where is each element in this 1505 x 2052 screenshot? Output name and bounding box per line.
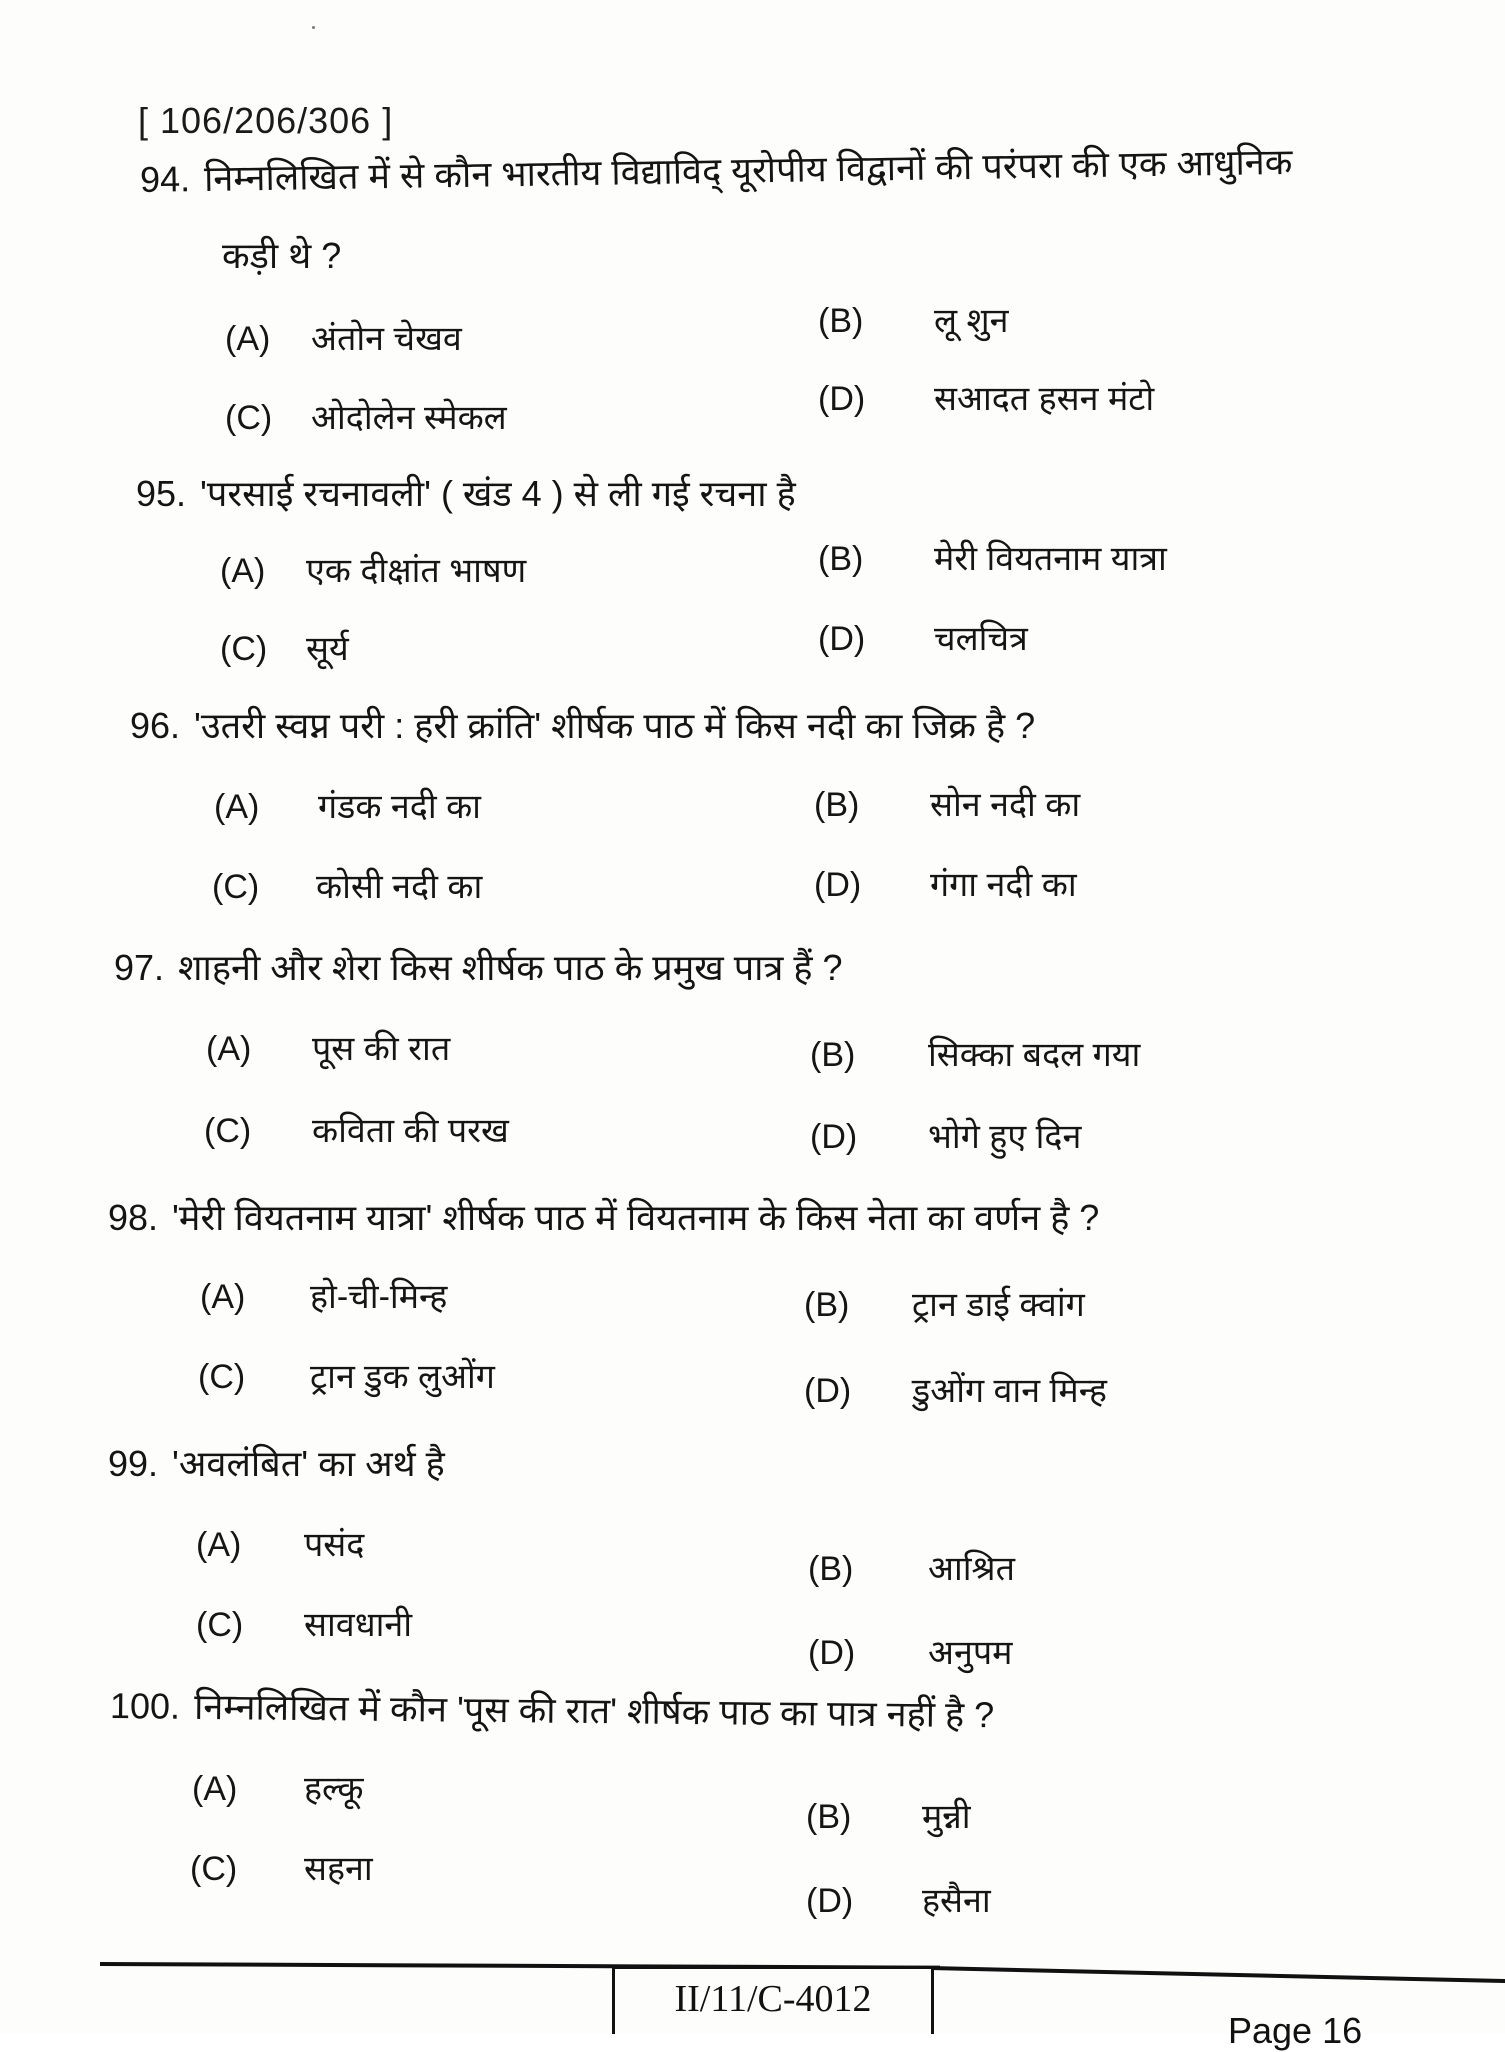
option-label: (A) [200, 1278, 246, 1316]
option-label: (A) [220, 552, 266, 590]
option-text: ओदोलेन स्मेकल [311, 399, 507, 437]
option-label: (B) [808, 1550, 854, 1588]
option-text: सूर्य [306, 630, 349, 668]
question-98-option-d [804, 1370, 1107, 1412]
question-100-option-c [190, 1848, 373, 1890]
question-94-option-a [225, 318, 462, 360]
option-label: (B) [810, 1036, 856, 1074]
question-100 [110, 1684, 995, 1737]
question-text: शाहनी और शेरा किस शीर्षक पाठ के प्रमुख पात्र हैं ? [178, 947, 843, 988]
question-94 [140, 140, 1293, 202]
option-text: कोसी नदी का [316, 868, 483, 906]
option-label: (C) [196, 1606, 244, 1644]
question-96-option-c [212, 866, 482, 908]
option-text: गंडक नदी का [318, 788, 481, 826]
option-text: ट्रान डाई क्वांग [912, 1286, 1085, 1324]
booklet-code-box: II/11/C-4012 [612, 1966, 934, 2034]
option-label: (D) [804, 1372, 852, 1410]
question-94-option-c [225, 397, 507, 439]
question-95-option-c [220, 628, 349, 670]
option-label: (C) [225, 399, 273, 437]
option-text: सआदत हसन मंटो [934, 380, 1155, 418]
question-97-option-d [810, 1116, 1081, 1158]
question-97-option-a [206, 1028, 450, 1070]
question-number: 98. [108, 1197, 159, 1238]
question-96-option-b [814, 784, 1080, 826]
footer-rule-right [930, 1966, 1505, 1983]
option-text: आश्रित [928, 1550, 1016, 1588]
option-label: (B) [804, 1286, 850, 1324]
question-100-option-a [192, 1768, 364, 1810]
option-text: हो-ची-मिन्ह [310, 1278, 448, 1316]
option-label: (B) [806, 1798, 852, 1836]
question-number: 99. [108, 1443, 159, 1484]
option-label: (C) [190, 1850, 238, 1888]
option-text: सावधानी [304, 1606, 413, 1644]
option-label: (D) [818, 380, 866, 418]
question-99 [108, 1442, 445, 1486]
question-text: 'परसाई रचनावली' ( खंड 4 ) से ली गई रचना है [200, 473, 796, 514]
question-97-option-b [810, 1034, 1140, 1076]
question-number: 97. [114, 947, 165, 988]
option-label: (D) [806, 1882, 854, 1920]
option-text: डुओंग वान मिन्ह [912, 1372, 1107, 1410]
option-text: अनुपम [928, 1634, 1013, 1672]
question-number: 96. [130, 705, 181, 746]
question-text: निम्नलिखित में कौन 'पूस की रात' शीर्षक पाठ का पात्र नहीं है ? [193, 1685, 995, 1736]
option-label: (D) [818, 620, 866, 658]
option-label: (D) [808, 1634, 856, 1672]
question-96-option-d [814, 864, 1077, 906]
option-text: सहना [304, 1850, 373, 1888]
option-text: मुन्नी [922, 1798, 971, 1836]
option-label: (A) [214, 788, 260, 826]
question-text: 'अवलंबित' का अर्थ है [172, 1443, 445, 1484]
question-text: 'उतरी स्वप्न परी : हरी क्रांति' शीर्षक पाठ में किस नदी का जिक्र है ? [194, 705, 1036, 746]
option-text: सिक्का बदल गया [928, 1036, 1141, 1074]
question-99-option-d [808, 1632, 1013, 1674]
question-100-option-b [806, 1796, 971, 1838]
option-label: (C) [220, 630, 268, 668]
question-98 [108, 1196, 1099, 1240]
scan-speck [312, 26, 315, 29]
option-text: सोन नदी का [930, 786, 1081, 824]
question-94-option-d [818, 378, 1154, 420]
question-text: निम्नलिखित में से कौन भारतीय विद्याविद् यूरोपीय विद्वानों की परंपरा की एक आधुनिक [203, 140, 1293, 199]
question-99-option-a [196, 1524, 364, 1566]
question-99-option-b [808, 1548, 1015, 1590]
option-label: (A) [225, 320, 271, 358]
option-text: अंतोन चेखव [311, 320, 462, 358]
option-text: भोगे हुए दिन [928, 1118, 1082, 1156]
option-text: कविता की परख [312, 1112, 509, 1150]
option-text: एक दीक्षांत भाषण [306, 552, 527, 590]
question-98-option-a [200, 1276, 447, 1318]
question-98-option-c [198, 1356, 495, 1398]
option-text: लू शुन [934, 302, 1009, 340]
question-97 [114, 946, 843, 990]
question-94-option-b [818, 300, 1009, 342]
question-95-option-a [220, 550, 526, 592]
question-100-option-d [806, 1880, 991, 1922]
option-label: (C) [198, 1358, 246, 1396]
option-label: (B) [814, 786, 860, 824]
question-number: 95. [136, 473, 187, 514]
page-number: Page 16 [1228, 2010, 1363, 2051]
option-text: हसैना [922, 1882, 991, 1920]
option-text: गंगा नदी का [930, 866, 1077, 904]
option-label: (C) [204, 1112, 252, 1150]
option-text: मेरी वियतनाम यात्रा [934, 540, 1167, 578]
question-95-option-d [818, 618, 1028, 660]
question-number: 94. [139, 158, 191, 200]
question-99-option-c [196, 1604, 412, 1646]
question-96-option-a [214, 786, 481, 828]
option-label: (A) [196, 1526, 242, 1564]
option-label: (D) [814, 866, 862, 904]
question-text: 'मेरी वियतनाम यात्रा' शीर्षक पाठ में वियतनाम के किस नेता का वर्णन है ? [172, 1197, 1100, 1238]
option-text: हल्कू [304, 1770, 364, 1808]
question-95 [136, 472, 796, 516]
option-text: चलचित्र [934, 620, 1028, 658]
question-number: 100. [109, 1685, 181, 1727]
option-text: ट्रान डुक लुओंग [310, 1358, 495, 1396]
option-label: (D) [810, 1118, 858, 1156]
question-97-option-c [204, 1110, 509, 1152]
option-text: पूस की रात [312, 1030, 451, 1068]
question-94-continuation: कड़ी थे ? [222, 235, 342, 276]
question-96 [130, 704, 1035, 748]
paper-code: [ 106/206/306 ] [138, 100, 394, 141]
option-label: (A) [206, 1030, 252, 1068]
option-label: (B) [818, 302, 864, 340]
question-95-option-b [818, 538, 1167, 580]
option-label: (A) [192, 1770, 238, 1808]
option-label: (B) [818, 540, 864, 578]
option-text: पसंद [304, 1526, 365, 1564]
option-label: (C) [212, 868, 260, 906]
question-98-option-b [804, 1284, 1085, 1326]
